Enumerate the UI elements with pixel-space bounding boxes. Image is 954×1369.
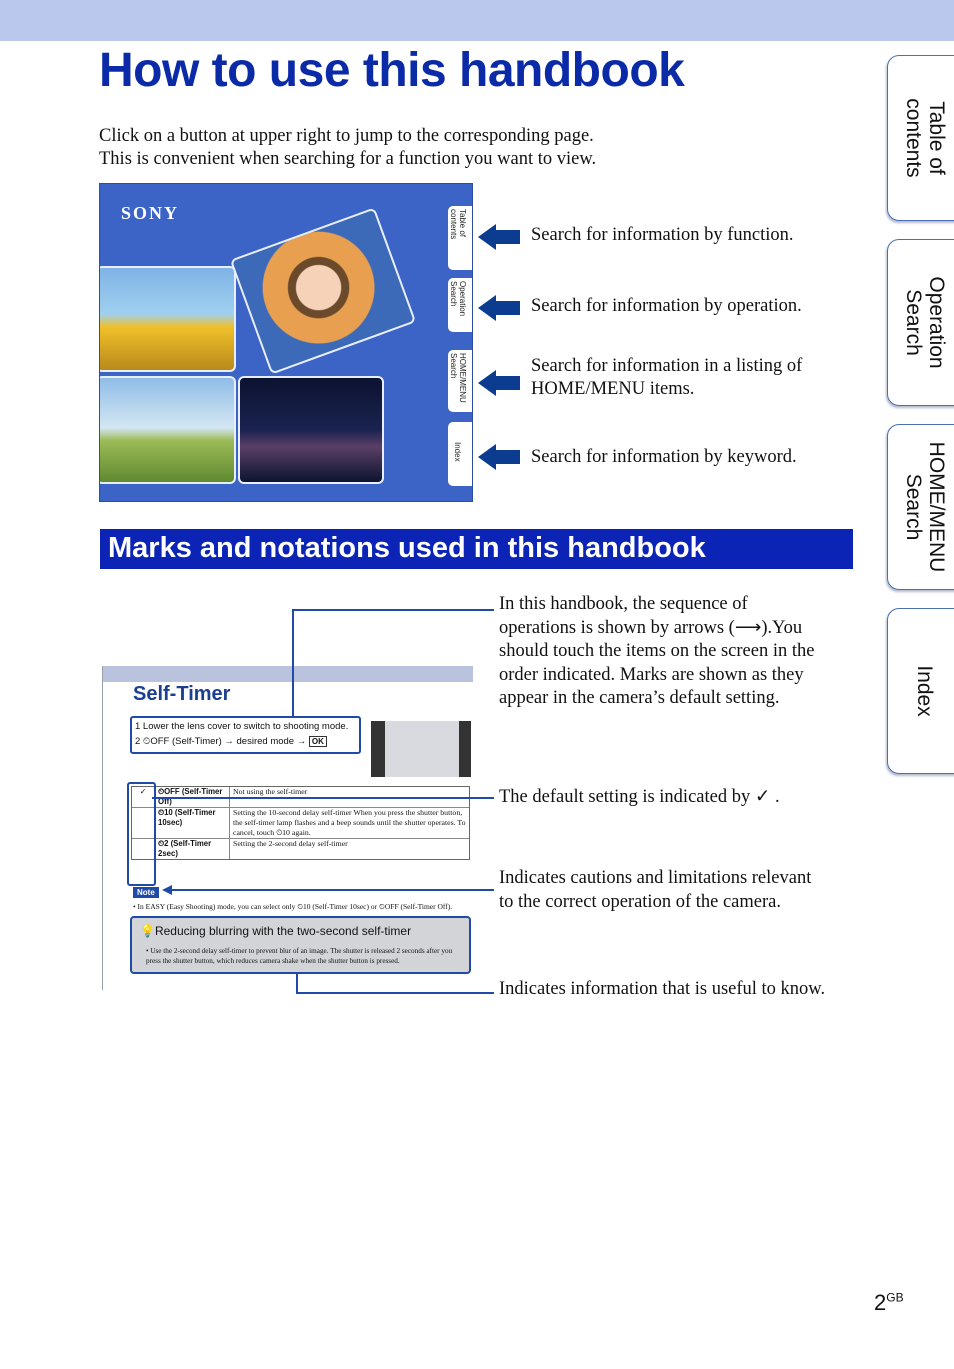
- mini-tab-label: Operation: [458, 281, 467, 317]
- mini-tab-label: Index: [453, 442, 462, 462]
- mini-tab-label: contents: [449, 209, 458, 240]
- intro-line: Click on a button at upper right to jump to the corresponding page.: [99, 126, 594, 146]
- setting-name: ⏲OFF (Self-Timer Off): [155, 787, 230, 807]
- setting-desc: Not using the self-timer: [233, 787, 308, 796]
- caption-line: HOME/MENU items.: [531, 379, 695, 399]
- tab-label: HOME/MENU: [925, 441, 948, 573]
- description-useful-info: [499, 978, 825, 1002]
- page-suffix: GB: [886, 1290, 904, 1305]
- lightbulb-icon: 💡: [140, 924, 155, 938]
- mini-tab-label: Search: [449, 281, 458, 307]
- step-2: 2 ⏲OFF (Self-Timer) → desired mode → OK: [135, 734, 356, 749]
- desc-line: Indicates information that is useful to know.: [499, 979, 826, 999]
- mini-tab-label: Table of: [458, 209, 467, 238]
- tab-label: Search: [902, 473, 925, 541]
- description-default-setting: [499, 786, 780, 810]
- sony-logo: SONY: [121, 203, 180, 223]
- description-cautions: [499, 867, 811, 914]
- caption-line: Search for information by operation.: [531, 296, 802, 316]
- caption-line: Search for information by function.: [531, 225, 794, 245]
- tab-label: contents: [902, 98, 925, 178]
- desc-line: In this handbook, the sequence of: [499, 594, 748, 614]
- tab-label: Index: [913, 665, 936, 717]
- desc-line: appear in the camera’s default setting.: [499, 688, 780, 708]
- caption-line: Search for information in a listing of: [531, 356, 803, 376]
- note-text: • In EASY (Easy Shooting) mode, you can select only ⏲10 (Self-Timer 10sec) or ⏲OFF (Self-Timer Off).: [133, 902, 453, 911]
- page-number: $2^{GB}$: [874, 1290, 904, 1315]
- step-1: 1 Lower the lens cover to switch to shooting mode.: [135, 721, 349, 732]
- tab-label: Search: [902, 289, 925, 356]
- tab-label: Operation: [925, 276, 948, 369]
- desc-line: to the correct operation of the camera.: [499, 891, 781, 912]
- desc-line: operations is shown by arrows (⟶).You: [499, 617, 803, 638]
- setting-desc: Setting the 10-second delay self-timer When you press the shutter button, the self-timer lamp flashes and a beep sounds until the shutter operates. To cancel, touch ⏲10 again.: [233, 808, 466, 837]
- mini-tab-label: Search: [449, 353, 458, 379]
- desc-line: should touch the items on the screen in the: [499, 641, 815, 661]
- sample-title: Self-Timer: [133, 683, 231, 705]
- note-badge: Note: [133, 887, 159, 898]
- tip-text: • Use the 2-second delay self-timer to prevent blur of an image. The shutter is released 2 seconds after you press the shutter button, which reduces camera shake when the shutter button is pressed.: [146, 947, 453, 965]
- setting-desc: Setting the 2-second delay self-timer: [233, 839, 348, 848]
- desc-line: The default setting is indicated by ✓ .: [499, 787, 780, 807]
- tab-label: Table of: [925, 101, 948, 175]
- setting-name: ⏲2 (Self-Timer 2sec): [155, 839, 230, 859]
- caption-line: Search for information by keyword.: [531, 447, 797, 467]
- tip-title: 💡Reducing blurring with the two-second self-timer: [140, 924, 412, 938]
- ok-icon: OK: [309, 736, 327, 747]
- desc-line: Indicates cautions and limitations relevant: [499, 868, 812, 888]
- page-title: How to use this handbook: [99, 44, 685, 97]
- section-heading: Marks and notations used in this handbook: [108, 532, 706, 564]
- desc-line: order indicated. Marks are shown as they: [499, 664, 804, 685]
- setting-name: ⏲10 (Self-Timer 10sec): [155, 808, 230, 838]
- description-operation-arrows: [499, 593, 814, 711]
- mini-tab-label: HOME/MENU: [458, 353, 467, 403]
- check-icon: ✓: [132, 787, 155, 807]
- intro-line: This is convenient when searching for a function you want to view.: [99, 149, 597, 169]
